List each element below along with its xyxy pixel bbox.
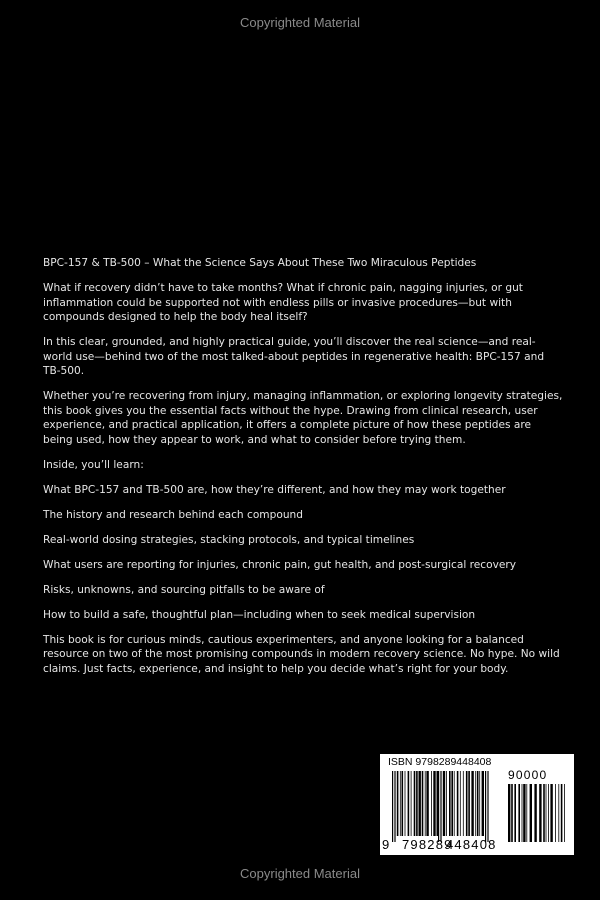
barcode-bar xyxy=(392,771,393,842)
barcode-bar xyxy=(511,784,513,842)
barcode-bar xyxy=(558,784,559,842)
barcode-digits-right: 448408 xyxy=(446,837,497,852)
isbn-barcode xyxy=(380,754,574,855)
barcode-bar xyxy=(446,771,447,836)
learn-item: How to build a safe, thoughtful plan—including when to seek medical supervision xyxy=(43,608,476,621)
barcode-bar xyxy=(425,771,426,836)
barcode-bar xyxy=(548,784,549,842)
barcode-bar xyxy=(408,771,410,836)
barcode-bar xyxy=(451,771,453,836)
barcode-price-code: 90000 xyxy=(508,768,548,782)
barcode-bar xyxy=(426,771,428,836)
barcode-bar xyxy=(433,771,435,836)
barcode-bar xyxy=(400,771,401,836)
barcode-bar xyxy=(561,784,563,842)
overview-paragraph: Whether you’re recovering from injury, managing inflammation, or exploring longevity strategies, this book gives you the essential facts without the hype. Drawing from clinical research, user experience, and practical application, it offers a complete picture of how these peptides are being used, how they appear to work, and what to consider before trying them. xyxy=(43,390,563,446)
barcode-bar xyxy=(508,784,510,842)
barcode-bar xyxy=(405,771,406,836)
barcode-bar xyxy=(416,771,418,836)
learn-list xyxy=(43,483,563,623)
learn-item: What BPC-157 and TB-500 are, how they’re different, and how they may work together xyxy=(43,483,506,496)
back-cover-description xyxy=(43,256,563,687)
learn-item: What users are reporting for injuries, chronic pain, gut health, and post-surgical recovery xyxy=(43,558,517,571)
barcode-bar xyxy=(402,771,404,836)
copyright-watermark-bottom: Copyrighted Material xyxy=(240,866,360,881)
learn-item: Risks, unknowns, and sourcing pitfalls to be aware of xyxy=(43,583,325,596)
barcode-bar xyxy=(539,784,541,842)
barcode-bar xyxy=(414,771,416,836)
copyright-watermark-top: Copyrighted Material xyxy=(240,15,360,30)
barcode-bar xyxy=(526,784,527,842)
barcode-bar xyxy=(397,771,399,836)
barcode-bar xyxy=(485,771,486,842)
barcode-bar xyxy=(487,771,488,842)
barcode-bar xyxy=(440,771,441,842)
barcode-bar xyxy=(530,784,532,842)
barcode-bar xyxy=(394,771,395,842)
barcode-bar xyxy=(522,784,523,842)
barcode-bar xyxy=(437,771,439,836)
barcode-bar xyxy=(555,784,556,842)
intro-paragraph: What if recovery didn’t have to take months? What if chronic pain, nagging injuries, or gut inflammation could be supported not with endless pills or invasive procedures—but with compounds designed to help the body heal itself? xyxy=(43,282,523,323)
barcode-bar xyxy=(449,771,451,836)
barcode-bar xyxy=(543,784,545,842)
barcode-bar xyxy=(422,771,424,836)
barcode-bar xyxy=(438,771,439,842)
barcode-bar xyxy=(466,771,468,836)
barcode-bar xyxy=(471,771,473,836)
barcode-bar xyxy=(518,784,520,842)
isbn-label: ISBN 9798289448408 xyxy=(388,756,492,768)
guide-paragraph: In this clear, grounded, and highly practical guide, you’ll discover the real science—and real-world use—behind two of the most talked-about peptides in regenerative health: BPC-157 and TB-500. xyxy=(43,336,545,377)
barcode-bar xyxy=(477,771,479,836)
barcode-bar xyxy=(468,771,470,836)
barcode-bar xyxy=(463,771,464,836)
closing-paragraph: This book is for curious minds, cautious experimenters, and anyone looking for a balanced resource on two of the most promising compounds in modern recovery science. No hype. No wild claims. Just facts, experience, and insight to help you decide what’s right for your body. xyxy=(43,633,560,675)
barcode-digits-left: 798289 xyxy=(402,837,453,852)
barcode-bar xyxy=(475,771,476,836)
barcode-bar xyxy=(534,784,536,842)
barcode-bar xyxy=(431,771,432,836)
barcode-bar xyxy=(564,784,565,842)
barcode-bar xyxy=(460,771,461,836)
learn-item: The history and research behind each compound xyxy=(43,508,303,521)
barcode-bar xyxy=(454,771,455,836)
barcode-bar xyxy=(443,771,445,836)
barcode-bar xyxy=(411,771,412,836)
barcode-bar xyxy=(550,784,552,842)
barcode-bar xyxy=(479,771,480,836)
learn-item: Real-world dosing strategies, stacking protocols, and typical timelines xyxy=(43,533,415,546)
book-title-line: BPC-157 & TB-500 – What the Science Says About These Two Miraculous Peptides xyxy=(43,257,477,269)
barcode-bar xyxy=(523,784,525,842)
barcode-bar xyxy=(419,771,421,836)
inside-heading: Inside, you’ll learn: xyxy=(43,458,144,471)
barcode-bar xyxy=(457,771,459,836)
barcode-bar xyxy=(514,784,516,842)
barcode-bar xyxy=(482,771,484,836)
barcode-first-digit: 9 xyxy=(382,837,391,852)
barcode-bar xyxy=(546,784,547,842)
